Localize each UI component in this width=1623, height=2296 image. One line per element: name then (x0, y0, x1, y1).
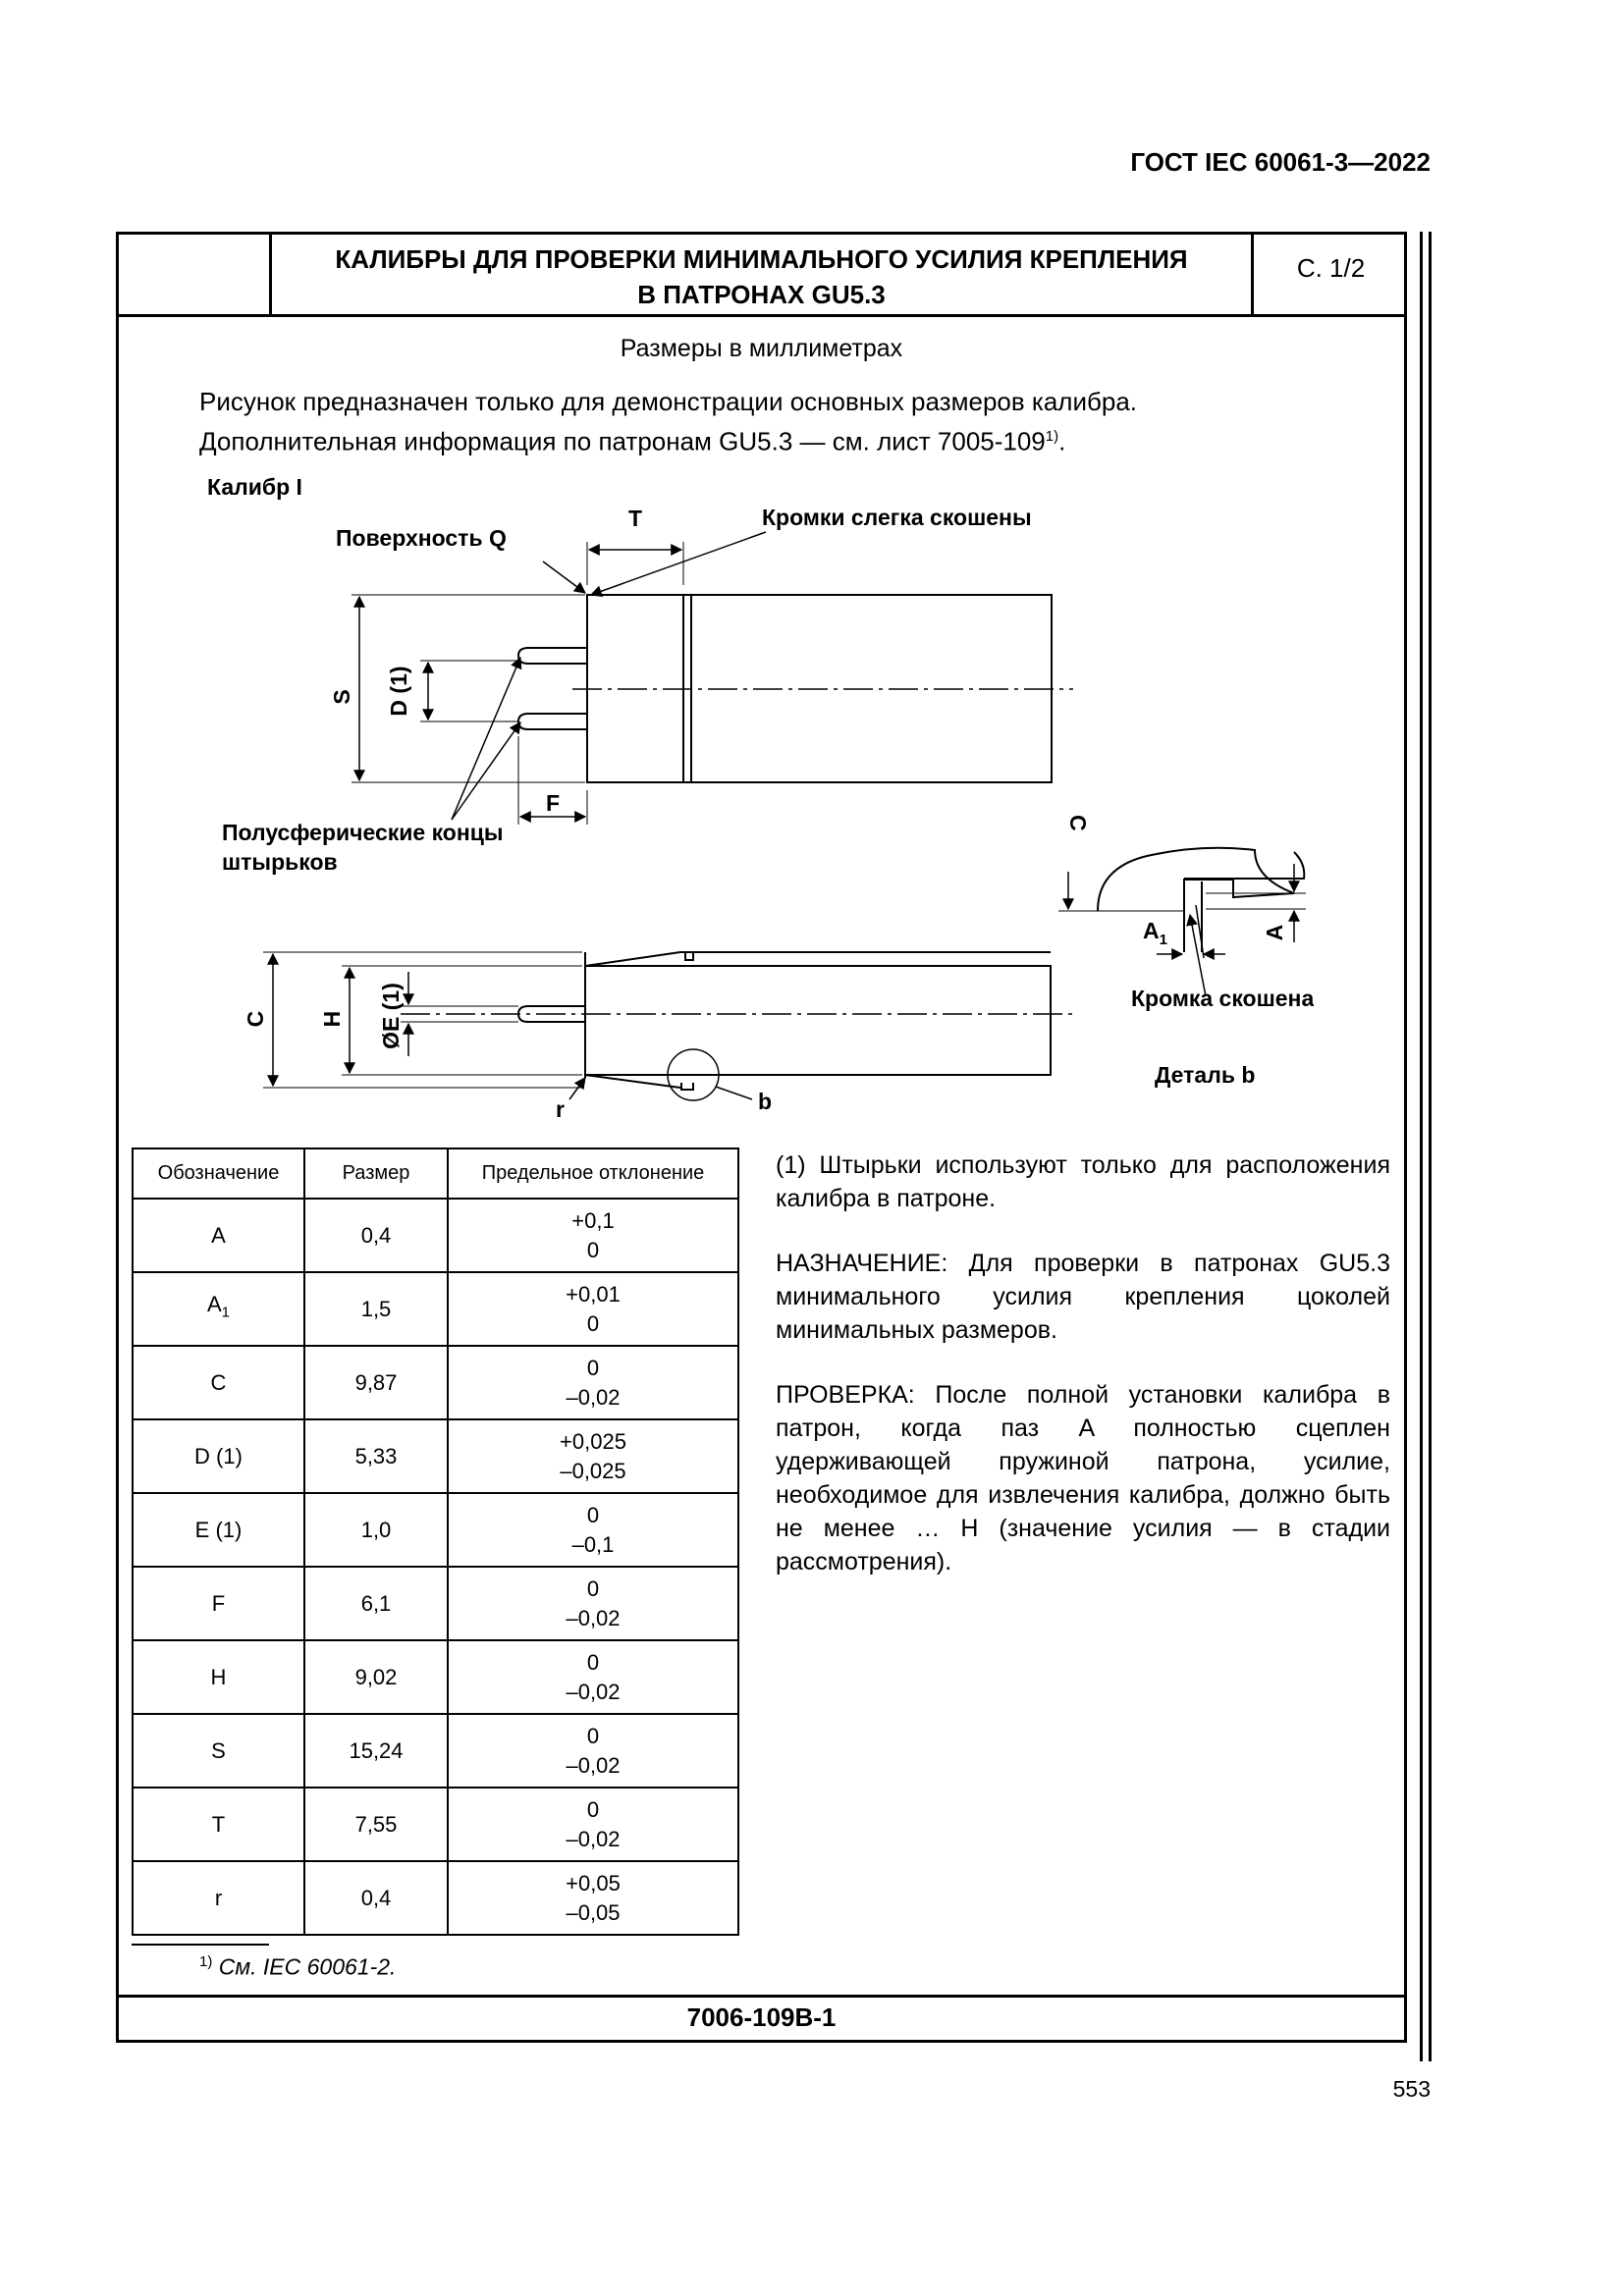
table-row (133, 1272, 738, 1346)
size-cell: 7,55 (304, 1788, 448, 1861)
c-label: C (243, 1010, 268, 1028)
d1-label: D (1) (386, 666, 411, 717)
tolerance-cell (448, 1272, 738, 1346)
table-row (133, 1419, 738, 1493)
tolerance-lower: –0,1 (571, 1531, 615, 1557)
size-cell: 5,33 (304, 1419, 448, 1493)
tolerance-lower: –0,05 (566, 1899, 621, 1925)
symbol-subscript: 1 (221, 1304, 231, 1321)
t-label: T (628, 506, 643, 531)
symbol-text: F (211, 1590, 226, 1616)
symbol-text: r (214, 1885, 223, 1910)
tolerance-lower: –0,025 (560, 1458, 626, 1483)
header-cell-divider (1251, 232, 1254, 315)
tolerance-upper: +0,1 (571, 1207, 615, 1233)
symbol-cell (133, 1788, 304, 1861)
footnote (199, 1953, 396, 1981)
tolerance-cell (448, 1788, 738, 1861)
sheet-number: С. 1/2 (1296, 253, 1366, 283)
table-row (133, 1493, 738, 1567)
pins-note: (1) Штырьки используют только для расположения калибра в патроне. (776, 1151, 1390, 1212)
frame-margin-line (1420, 232, 1423, 2061)
sheet-code: 7006-109B-1 (686, 2002, 837, 2032)
col-header-tolerance: Предельное отклонение (448, 1148, 738, 1199)
symbol-cell (133, 1419, 304, 1493)
gauge-label: Калибр I (207, 474, 302, 500)
footnote-text: См. IEC 60061-2. (218, 1953, 397, 1980)
tolerance-cell (448, 1640, 738, 1714)
col-header-size: Размер (304, 1148, 448, 1199)
edge-chamfered-label: Кромка скошена (1131, 986, 1314, 1011)
tolerance-cell (448, 1199, 738, 1272)
page-title (273, 241, 1250, 312)
purpose-note: НАЗНАЧЕНИЕ: Для проверки в патронах GU5.3 минимального усилия крепления цоколей минимальных размеров. (776, 1250, 1390, 1344)
tolerance-upper: 0 (586, 1355, 600, 1380)
document-code: ГОСТ IEC 60061-3—2022 (1130, 147, 1431, 177)
tolerance-lower: –0,02 (566, 1752, 621, 1778)
intro-line-2 (199, 419, 1358, 459)
page-number: 553 (1392, 2076, 1431, 2102)
footer-divider (116, 1995, 1407, 1998)
tolerance-lower: –0,02 (566, 1384, 621, 1410)
table-row (133, 1199, 738, 1272)
tolerance-upper: 0 (586, 1575, 600, 1601)
s-label: S (329, 689, 354, 705)
table-body (133, 1199, 738, 1935)
size-cell: 1,5 (304, 1272, 448, 1346)
symbol-text: S (211, 1737, 226, 1763)
symbol-cell (133, 1272, 304, 1346)
header-divider (116, 314, 1407, 317)
dimensions-table (132, 1148, 739, 1936)
tolerance-cell (448, 1493, 738, 1567)
tolerance-upper: 0 (586, 1502, 600, 1527)
f-label: F (546, 790, 561, 816)
tolerance-cell (448, 1419, 738, 1493)
symbol-text: C (210, 1369, 227, 1395)
tolerance-upper: 0 (586, 1796, 600, 1822)
symbol-cell (133, 1714, 304, 1788)
symbol-cell (133, 1567, 304, 1640)
footnote-divider (132, 1944, 269, 1946)
tolerance-upper: +0,05 (566, 1870, 621, 1896)
e1-label: ØE (1) (378, 983, 404, 1049)
symbol-cell (133, 1346, 304, 1419)
tolerance-cell (448, 1714, 738, 1788)
size-cell: 9,02 (304, 1640, 448, 1714)
detail-b-title: Деталь b (1155, 1062, 1256, 1088)
intro-line-1: Рисунок предназначен только для демонстрации основных размеров калибра. (199, 387, 1138, 416)
tolerance-lower: 0 (586, 1310, 600, 1336)
symbol-text: D (1) (194, 1443, 243, 1468)
tolerance-upper: +0,01 (566, 1281, 621, 1307)
check-note: ПРОВЕРКА: После полной установки калибра в патрон, когда паз A полностью сцеплен удерживающей пружиной патрона, усилие, необходимое для извлечения калибра, должно быть не менее … H (значение усилия — в стадии рассмотрения). (776, 1381, 1390, 1575)
intro-note (199, 384, 1358, 459)
frame-margin-line (1429, 232, 1432, 2061)
tolerance-lower: –0,02 (566, 1605, 621, 1630)
tolerance-upper: 0 (586, 1649, 600, 1675)
tolerance-upper: 0 (586, 1723, 600, 1748)
symbol-text: E (1) (194, 1517, 243, 1542)
symbol-text: T (211, 1811, 226, 1837)
footnote-ref: 1) (1045, 428, 1059, 445)
symbol-cell (133, 1640, 304, 1714)
surface-q-label: Поверхность Q (336, 525, 507, 551)
edges-label: Кромки слегка скошены (762, 505, 1032, 530)
detail-c-label: C (1065, 815, 1091, 831)
table-row (133, 1861, 738, 1935)
symbol-cell (133, 1199, 304, 1272)
table-row (133, 1788, 738, 1861)
size-cell: 6,1 (304, 1567, 448, 1640)
intro-line-2-text: Дополнительная информация по патронам GU5.3 — см. лист 7005-109 (199, 426, 1046, 456)
table-row (133, 1567, 738, 1640)
size-cell: 0,4 (304, 1861, 448, 1935)
tolerance-cell (448, 1861, 738, 1935)
header-cell-divider (269, 232, 272, 315)
col-header-symbol: Обозначение (133, 1148, 304, 1199)
tolerance-lower: 0 (586, 1237, 600, 1262)
size-cell: 1,0 (304, 1493, 448, 1567)
r-label: r (556, 1096, 565, 1122)
symbol-text: A (206, 1292, 222, 1317)
title-line-1: КАЛИБРЫ ДЛЯ ПРОВЕРКИ МИНИМАЛЬНОГО УСИЛИЯ КРЕПЛЕНИЯ (335, 244, 1188, 274)
size-cell: 9,87 (304, 1346, 448, 1419)
pin-ends-label-2: штырьков (222, 849, 338, 875)
gauge-drawing (116, 461, 1314, 1129)
tolerance-cell (448, 1346, 738, 1419)
symbol-cell (133, 1861, 304, 1935)
pin-ends-label-1: Полусферические концы (222, 820, 504, 845)
tolerance-lower: –0,02 (566, 1679, 621, 1704)
detail-a1-label: $A_1$ (1143, 918, 1167, 948)
size-cell: 0,4 (304, 1199, 448, 1272)
size-cell: 15,24 (304, 1714, 448, 1788)
symbol-text: H (210, 1664, 227, 1689)
table-row (133, 1640, 738, 1714)
tolerance-lower: –0,02 (566, 1826, 621, 1851)
table-header-row (133, 1148, 738, 1199)
h-label: H (319, 1010, 345, 1028)
table-row (133, 1714, 738, 1788)
intro-line-2-end: . (1058, 426, 1066, 456)
title-line-2: В ПАТРОНАХ GU5.3 (637, 280, 886, 309)
symbol-cell (133, 1493, 304, 1567)
units-note: Размеры в миллиметрах (620, 335, 903, 362)
table-row (133, 1346, 738, 1419)
b-label: b (758, 1089, 773, 1114)
footnote-mark: 1) (199, 1953, 213, 1970)
tolerance-cell (448, 1567, 738, 1640)
tolerance-upper: +0,025 (560, 1428, 626, 1454)
detail-a-label: A (1262, 924, 1287, 941)
symbol-text: A (211, 1222, 226, 1248)
